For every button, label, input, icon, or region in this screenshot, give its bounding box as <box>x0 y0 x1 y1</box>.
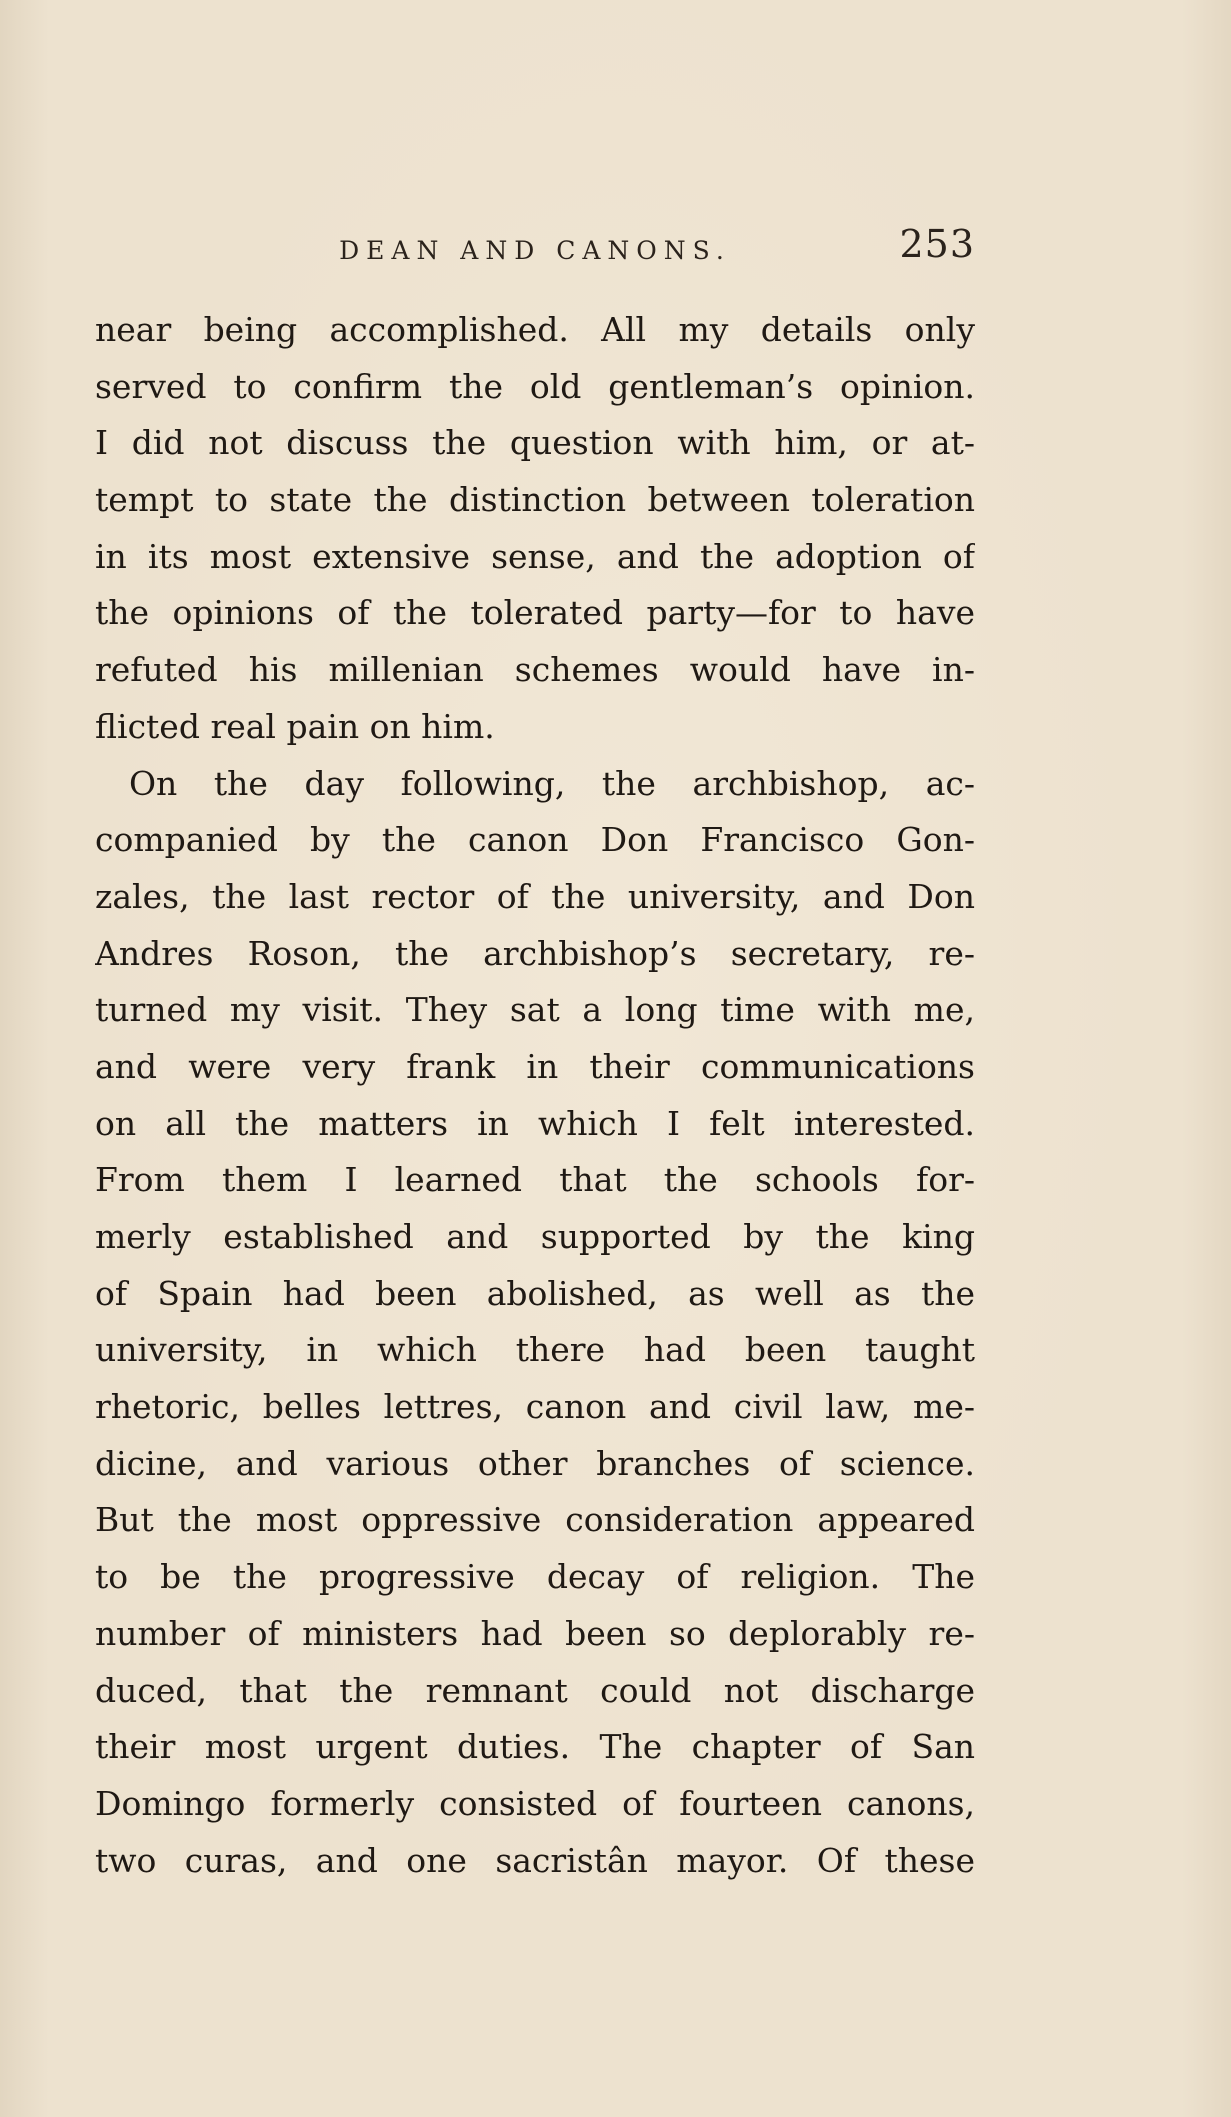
running-head: DEAN AND CANONS. <box>339 236 731 265</box>
text-line: Andres Roson, the archbishop’s secretary, re- <box>95 933 975 973</box>
text-line: to be the progressive decay of religion. The <box>95 1557 975 1597</box>
text-line: of Spain had been abolished, as well as the <box>95 1273 975 1313</box>
paragraph-end-line: flicted real pain on him. <box>95 706 495 746</box>
body-text <box>95 302 975 1889</box>
text-line: the opinions of the tolerated party—for to have <box>95 593 975 633</box>
page-header <box>95 222 975 272</box>
text-line: tempt to state the distinction between toleration <box>95 480 975 520</box>
text-line: on all the matters in which I felt interested. <box>95 1103 975 1143</box>
text-line: From them I learned that the schools for- <box>95 1160 975 1200</box>
text-line: dicine, and various other branches of science. <box>95 1443 975 1483</box>
text-line: number of ministers had been so deplorably re- <box>95 1613 975 1653</box>
text-line: turned my visit. They sat a long time with me, <box>95 990 975 1030</box>
text-line: Domingo formerly consisted of fourteen canons, <box>95 1783 975 1823</box>
text-line: served to confirm the old gentleman’s opinion. <box>95 366 975 406</box>
text-line: companied by the canon Don Francisco Gon- <box>95 820 975 860</box>
text-line: zales, the last rector of the university, and Don <box>95 876 975 916</box>
page-number: 253 <box>899 222 975 266</box>
text-line: refuted his millenian schemes would have in- <box>95 650 975 690</box>
text-line: near being accomplished. All my details only <box>95 310 975 349</box>
text-line: their most urgent duties. The chapter of San <box>95 1727 975 1767</box>
text-line: But the most oppressive consideration appeared <box>95 1500 975 1540</box>
text-line: duced, that the remnant could not discharge <box>95 1670 975 1710</box>
text-line: I did not discuss the question with him, or at- <box>95 423 975 463</box>
text-line: and were very frank in their communications <box>95 1046 975 1086</box>
paragraph-start-line: On the day following, the archbishop, ac- <box>129 763 975 803</box>
text-line: two curas, and one sacristân mayor. Of these <box>95 1840 975 1880</box>
text-line: merly established and supported by the king <box>95 1217 975 1256</box>
text-line: in its most extensive sense, and the adoption of <box>95 536 975 576</box>
text-line: rhetoric, belles lettres, canon and civil law, me- <box>95 1387 975 1427</box>
text-line: university, in which there had been taught <box>95 1330 975 1370</box>
